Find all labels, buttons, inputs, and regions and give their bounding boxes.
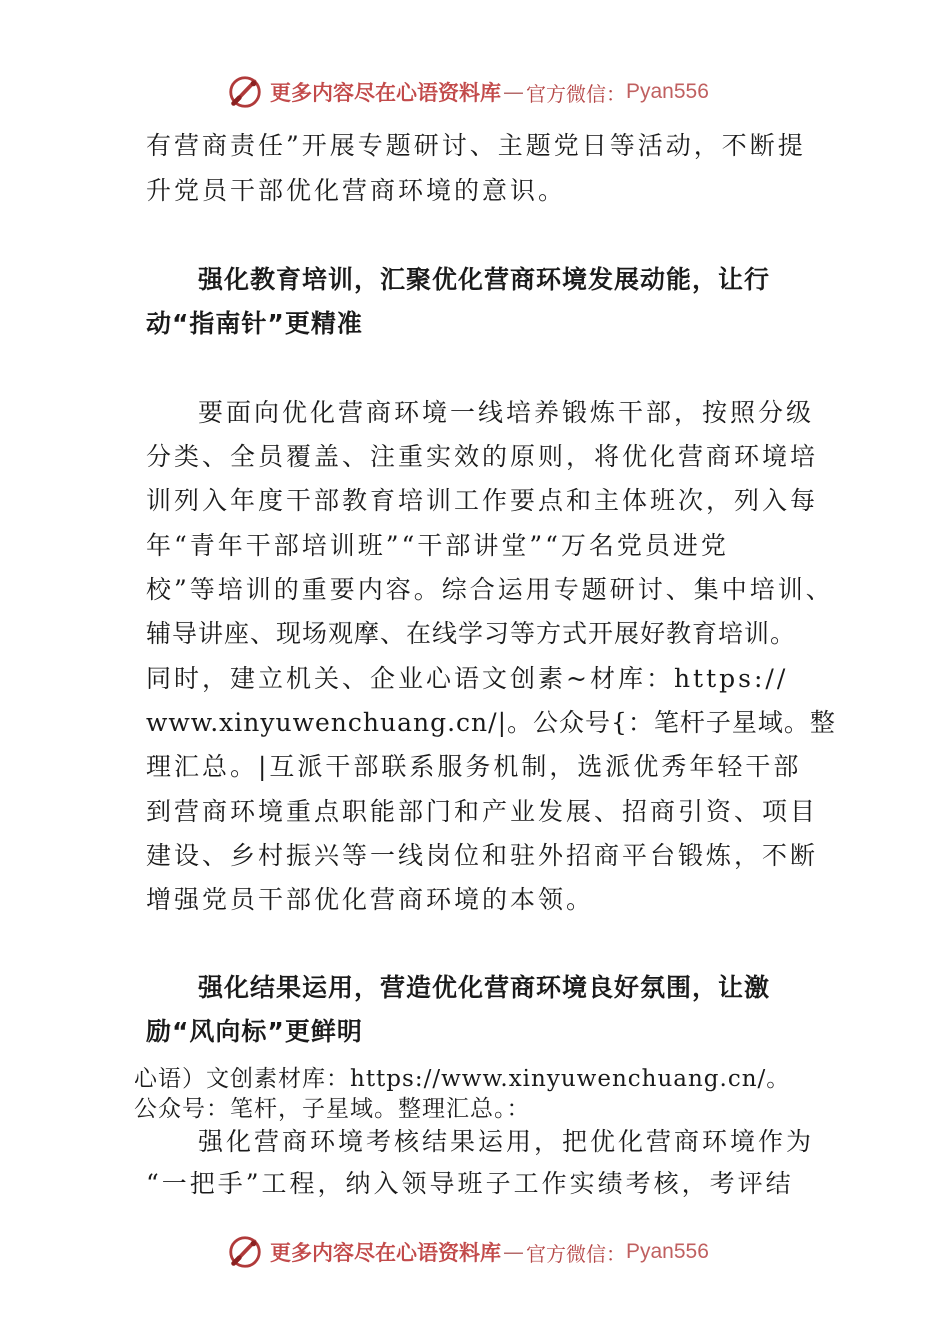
paragraph-line: 同时，建立机关、企业心语文创素~材库：https:// (146, 664, 789, 693)
paragraph-line: 年“青年干部培训班”“干部讲堂”“万名党员进党 (146, 531, 729, 560)
banner-wechat-label: 官方微信： (526, 81, 626, 106)
banner-wechat-id: Pyan556 (626, 1240, 709, 1263)
banner-brand-text: 更多内容尽在心语资料库 (270, 1241, 501, 1265)
paragraph-line: 要面向优化营商环境一线培养锻炼干部，按照分级 (198, 398, 815, 427)
banner-wechat-id: Pyan556 (626, 80, 709, 103)
banner-separator: — (503, 1240, 524, 1264)
banner-brand-text: 更多内容尽在心语资料库 (270, 81, 501, 105)
banner-separator: — (503, 80, 524, 104)
source-note-line: 心语）文创素材库：https://www.xinyuwenchuang.cn/。 (134, 1066, 791, 1092)
header-banner (226, 72, 709, 112)
paragraph-line: 增强党员干部优化营商环境的本领。 (146, 885, 595, 914)
brand-logo-icon (226, 1233, 264, 1271)
paragraph-line: 理汇总。|互派干部联系服务机制，选派优秀年轻干部 (146, 752, 802, 781)
paragraph-line: 辅导讲座、现场观摩、在线学习等方式开展好教育培训。 (146, 619, 797, 648)
section-heading: 强化结果运用，营造优化营商环境良好氛围，让激 (198, 973, 771, 1002)
paragraph-line: 强化营商环境考核结果运用，把优化营商环境作为 (198, 1127, 815, 1156)
paragraph-line: 到营商环境重点职能部门和产业发展、招商引资、项目 (146, 797, 819, 826)
paragraph-line: 建设、乡村振兴等一线岗位和驻外招商平台锻炼，不断 (146, 841, 819, 870)
section-heading: 强化教育培训，汇聚优化营商环境发展动能，让行 (198, 265, 771, 294)
brand-logo-icon (226, 73, 264, 111)
paragraph-line: 训列入年度干部教育培训工作要点和主体班次，列入每 (146, 486, 819, 515)
section-heading: 动“指南针”更精准 (146, 309, 363, 338)
banner-wechat-label: 官方微信： (526, 1241, 626, 1266)
paragraph-line: “一把手”工程，纳入领导班子工作实绩考核，考评结 (146, 1169, 794, 1198)
paragraph-line: www.xinyuwenchuang.cn/|。公众号{：笔杆子星域。整 (146, 708, 836, 737)
paragraph-line: 校”等培训的重要内容。综合运用专题研讨、集中培训、 (146, 575, 834, 604)
paragraph-line: 升党员干部优化营商环境的意识。 (146, 176, 567, 205)
section-heading: 励“风向标”更鲜明 (146, 1017, 363, 1046)
paragraph-line: 分类、全员覆盖、注重实效的原则，将优化营商环境培 (146, 442, 819, 471)
source-note-line: 公众号：笔杆，子星域。整理汇总。： (134, 1096, 531, 1122)
footer-banner (226, 1232, 709, 1272)
paragraph-line: 有营商责任”开展专题研讨、主题党日等活动，不断提 (146, 131, 806, 160)
